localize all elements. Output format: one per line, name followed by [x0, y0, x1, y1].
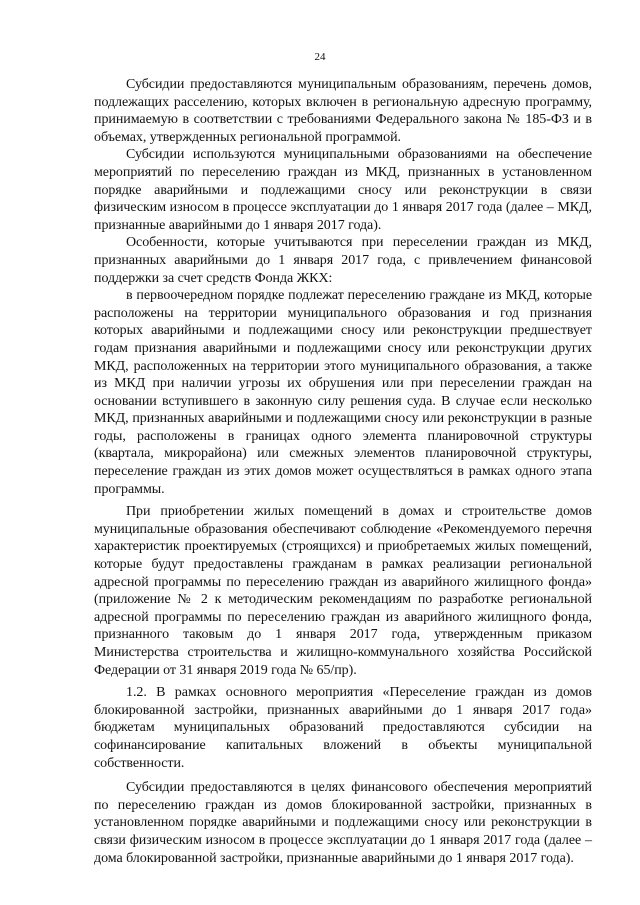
document-body: [94, 76, 592, 867]
paragraph-features-intro: Особенности, которые учитываются при переселении граждан из МКД, признанных аварийными до 1 января 2017 года, с привлечением финансовой поддержки за счет средств Фонда ЖКХ:: [94, 235, 592, 286]
paragraph-subsidies-recipients: Субсидии предоставляются муниципальным образованиям, перечень домов, подлежащих расселению, которых включен в региональную адресную программу, принимаемую в соответствии с требованиями Федерального закона № 185-ФЗ и в объемах, утвержденных региональной программой.: [94, 77, 592, 145]
paragraph-priority-resettlement: в первоочередном порядке подлежат переселению граждане из МКД, которые расположены на территории муниципального образования и год признания которых аварийными и подлежащими сносу или реконструкции предшествует годам признания аварийными и подлежащими сносу или реконструкции других МКД, расположенных на территории этого муниципального образования, а также из МКД при наличии угрозы их обрушения или при переселении граждан на основании вступившего в законную силу решения суда. В случае если несколько МКД, признанных аварийными и подлежащими сносу или реконструкции в разные годы, расположены в границах одного элемента планировочной структуры (квартала, микрорайона) или смежных элементов планировочной структуры, переселение граждан из этих домов может осуществляться в рамках одного этапа программы.: [94, 288, 592, 497]
paragraph-blocked-housing-subsidies: Субсидии предоставляются в целях финансового обеспечения мероприятий по переселению граждан из домов блокированной застройки, признанных в установленном порядке аварийными и подлежащими сносу или реконструкции в связи физическим износом в процессе эксплуатации до 1 января 2017 года (далее – дома блокированной застройки, признанные аварийными до 1 января 2017 года).: [94, 780, 592, 866]
paragraph-subsidies-usage: Субсидии используются муниципальными образованиями на обеспечение мероприятий по переселению граждан из МКД, признанных в установленном порядке аварийными и подлежащими сносу или реконструкции в связи физическим износом в процессе эксплуатации до 1 января 2017 года (далее – МКД, признанные аварийными до 1 января 2017 года).: [94, 147, 592, 233]
paragraph-housing-acquisition: При приобретении жилых помещений в домах и строительстве домов муниципальные образования обеспечивают соблюдение «Рекомендуемого перечня характеристик проектируемых (строящихся) и приобретаемых жилых помещений, которые будут предоставлены гражданам в рамках реализации региональной адресной программы по переселению граждан из аварийного жилищного фонда» (приложение № 2 к методическим рекомендациям по разработке региональной адресной программы по переселению граждан из аварийного жилищного фонда, признанного таковым до 1 января 2017 года, утвержденным приказом Министерства строительства и жилищно-коммунального хозяйства Российской Федерации от 31 января 2019 года № 65/пр).: [94, 504, 592, 678]
paragraph-section-1-2: 1.2. В рамках основного мероприятия «Переселение граждан из домов блокированной застройки, признанных аварийными до 1 января 2017 года» бюджетам муниципальных образований предоставляются субсидии на софинансирование капитальных вложений в объекты муниципальной собственности.: [94, 685, 592, 771]
page-number: 24: [314, 51, 326, 63]
